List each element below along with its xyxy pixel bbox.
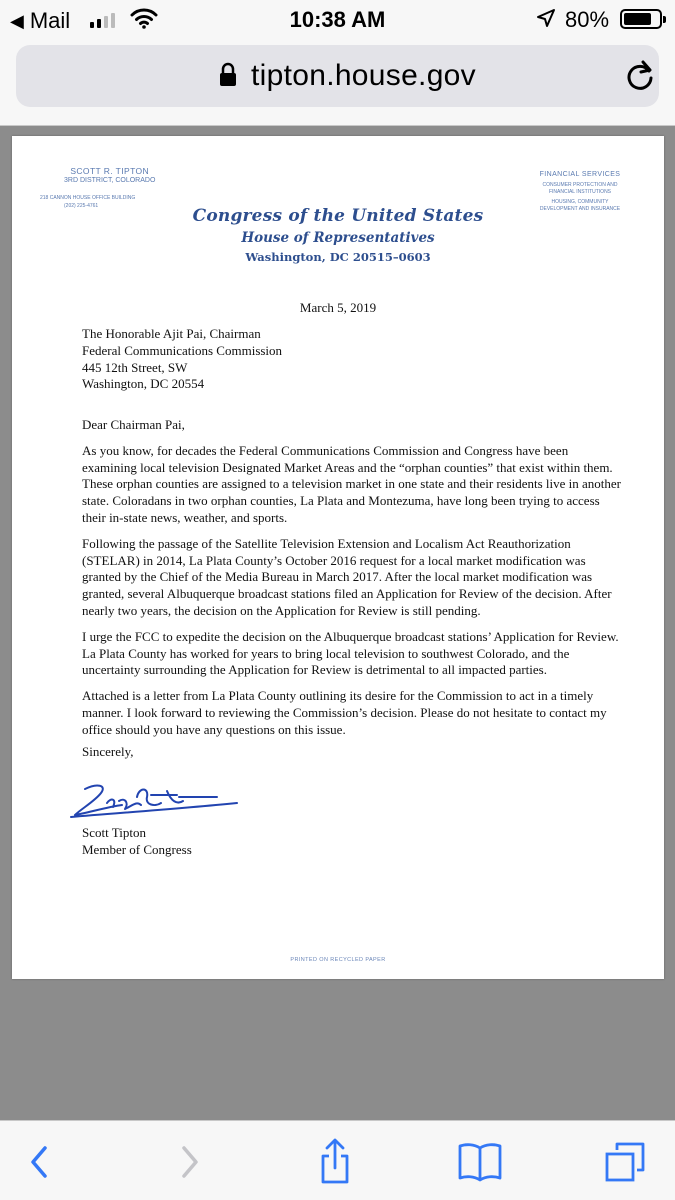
back-triangle-icon: ◀: [10, 10, 24, 31]
recipient-block: [82, 326, 602, 393]
signer-block: [82, 825, 192, 859]
paragraph: Following the passage of the Satellite Television Extension and Localism Act Reauthorization (STELAR) in 2014, La Plata County’s October 2016 request for a local market modification was granted by the Chief of the Media Bureau in March 2017. After the local market modification was granted, several Albuquerque broadcast stations filed an Application for Review of the decision. After nearly two years, the decision on the Application for Review is still pending.: [82, 535, 612, 618]
member-district: 3RD DISTRICT, COLORADO: [64, 177, 156, 184]
office-address: 218 CANNON HOUSE OFFICE BUILDING: [40, 195, 136, 201]
url-text[interactable]: tipton.house.gov: [251, 59, 476, 92]
safari-toolbar: [0, 1120, 675, 1200]
letter-body: [82, 417, 622, 748]
committee-name: FINANCIAL SERVICES: [539, 171, 621, 178]
closing: Sincerely,: [82, 744, 134, 759]
book-icon: [456, 1140, 504, 1184]
bookmarks-button[interactable]: [455, 1137, 505, 1187]
reload-icon[interactable]: [624, 59, 656, 93]
battery-percent: 80%: [565, 7, 610, 32]
paragraph: Attached is a letter from La Plata County outlining its desire for the Commission to act in a timely manner. I look forward to reviewing the Commission’s decision. Please do not hesitate to contact my office should you have any questions on this issue.: [82, 688, 607, 737]
back-button[interactable]: [14, 1137, 64, 1187]
subcommittee-1-line1: CONSUMER PROTECTION AND: [542, 182, 618, 188]
subcommittee-2-line2: DEVELOPMENT AND INSURANCE: [539, 206, 621, 212]
address-bar[interactable]: [16, 45, 659, 107]
recipient-line: 445 12th Street, SW: [82, 359, 188, 375]
paragraph: As you know, for decades the Federal Communications Commission and Congress have been examining local television Designated Market Areas and the “orphan counties” that exist within them. These orphan counties are assigned to a television market in one state and their residents live in another state. Coloradans in two orphan counties, La Plata and Montezuma, have long been trying to access their in-state news, weather, and sports.: [82, 442, 621, 525]
battery-icon: [620, 9, 662, 29]
recipient-line: Washington, DC 20554: [82, 376, 205, 392]
letterhead-title: [12, 206, 664, 264]
signer-name: Scott Tipton: [82, 825, 146, 840]
paragraph: I urge the FCC to expedite the decision on the Albuquerque broadcast stations’ Application for Review. La Plata County has worked for years to bring local television to southwest Colorado, and the uncertainty surrounding the Application for Review is detrimental to all impacted parties.: [82, 628, 619, 678]
city-line: Washington, DC 20515–0603: [245, 250, 431, 264]
share-button[interactable]: [310, 1137, 360, 1187]
subcommittee-2-line1: HOUSING, COMMUNITY: [551, 199, 609, 205]
status-time: 10:38 AM: [289, 7, 386, 32]
chevron-left-icon: [24, 1142, 54, 1182]
office-phone: (202) 225-4761: [64, 203, 99, 209]
signature-image: [67, 779, 242, 824]
recipient-line: The Honorable Ajit Pai, Chairman: [82, 326, 261, 341]
forward-button[interactable]: [165, 1137, 215, 1187]
member-name: SCOTT R. TIPTON: [70, 166, 150, 176]
tabs-icon: [603, 1140, 647, 1184]
share-icon: [315, 1138, 355, 1186]
tabs-button[interactable]: [600, 1137, 650, 1187]
status-bar: [0, 0, 675, 40]
chevron-right-icon: [175, 1142, 205, 1182]
subcommittee-1-line2: FINANCIAL INSTITUTIONS: [548, 189, 612, 195]
congress-line: Congress of the United States: [192, 206, 484, 226]
recycled-paper-note: PRINTED ON RECYCLED PAPER: [290, 957, 386, 963]
letterhead-member: [40, 166, 156, 210]
web-content[interactable]: [0, 126, 675, 1120]
signer-title: Member of Congress: [82, 841, 192, 857]
recipient-line: Federal Communications Commission: [82, 342, 283, 358]
location-arrow-icon: [536, 8, 556, 28]
house-line: House of Representatives: [241, 230, 435, 246]
letter-date: March 5, 2019: [299, 300, 377, 315]
letter-page: [12, 136, 664, 979]
back-app-label: Mail: [29, 8, 71, 33]
salutation: Dear Chairman Pai,: [82, 417, 185, 432]
lock-icon: [218, 62, 238, 88]
